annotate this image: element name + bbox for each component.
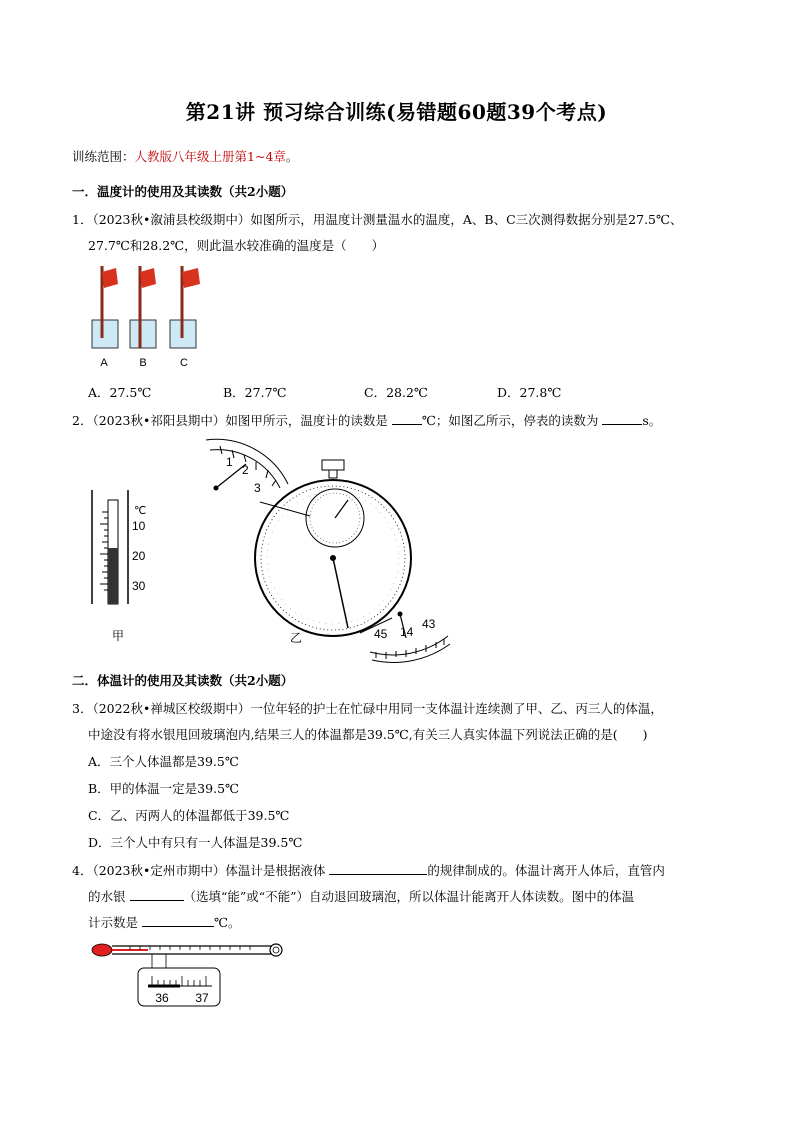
q4-blank-reading[interactable]: [142, 914, 214, 927]
q4-line3-post: ℃。: [214, 915, 241, 930]
q2-thermometer-figure: [88, 490, 168, 650]
q3-option-b[interactable]: B．甲的体温一定是39.5℃: [88, 781, 240, 796]
section-heading-2: 二．体温计的使用及其读数（共2小题）: [72, 673, 294, 688]
zoom-top-tick-1: 1: [226, 455, 233, 469]
q4-clinical-thermometer-figure: [90, 938, 290, 1013]
thermo-tick-30: 30: [132, 579, 146, 593]
section-heading-1: 一．温度计的使用及其读数（共2小题）: [72, 184, 294, 199]
q1-text-line1: 1．（2023秋•溆浦县校级期中）如图所示，用温度计测量温水的温度，A、B、C三次测得数据分别是27.5℃、: [72, 212, 683, 227]
q3-option-d[interactable]: D．三个人中有只有一人体温是39.5℃: [88, 835, 303, 850]
zoom-top-tick-3: 3: [254, 481, 261, 495]
q2-text-post: s。: [642, 413, 662, 428]
q4-line1-pre: 4．（2023秋•定州市期中）体温计是根据液体: [72, 863, 326, 878]
thermo-unit: ℃: [134, 505, 147, 517]
zoom-bottom-tick-14: 14: [400, 625, 414, 639]
fig-tick-36: 36: [155, 991, 169, 1005]
q1-option-b[interactable]: B．27.7℃: [223, 385, 287, 400]
q1-option-c[interactable]: C．28.2℃: [364, 385, 428, 400]
q4-line2-post: （选填“能”或“不能”）自动退回玻璃泡，所以体温计能离开人体读数。图中的体温: [183, 889, 635, 904]
q3-option-c[interactable]: C．乙、丙两人的体温都低于39.5℃: [88, 808, 290, 823]
q4-text-line3: [88, 913, 240, 931]
q4-blank-principle[interactable]: [329, 862, 427, 875]
fig-label-a: A: [100, 357, 108, 369]
zoom-top-tick-2: 2: [242, 463, 249, 477]
fig-label-c: C: [180, 357, 188, 369]
label-yi: 乙: [290, 631, 303, 645]
q4-line1-post: 的规律制成的。体温计离开人体后，直管内: [427, 863, 665, 878]
page-title: 第21讲 预习综合训练(易错题60题39个考点): [185, 100, 608, 124]
q1-option-a[interactable]: A．27.5℃: [88, 385, 152, 400]
fig-label-b: B: [139, 357, 147, 369]
label-jia: 甲: [112, 629, 125, 643]
thermo-tick-20: 20: [132, 549, 146, 563]
q3-option-a[interactable]: A．三个人体温都是39.5℃: [88, 754, 239, 769]
q3-text-line1: 3．（2022秋•禅城区校级期中）一位年轻的护士在忙碌中用同一支体温计连续测了甲、乙、丙三人的体温，: [72, 701, 663, 716]
q2-text-pre: 2．（2023秋•祁阳县期中）如图甲所示，温度计的读数是: [72, 413, 388, 428]
q4-text-line2: [88, 887, 634, 905]
q1-beaker-figure: [88, 262, 208, 372]
scope-label: 训练范围：: [72, 149, 135, 164]
q2-blank-temperature[interactable]: [392, 412, 422, 425]
beaker-a: [92, 266, 118, 348]
q2-text-mid: ℃；如图乙所示，停表的读数为: [421, 413, 599, 428]
q2-blank-seconds[interactable]: [602, 412, 642, 425]
scope-end: 。: [285, 149, 299, 164]
q2-text: [72, 411, 661, 429]
q4-blank-can[interactable]: [130, 888, 184, 901]
q4-line3-pre: 计示数是: [88, 915, 139, 930]
q4-line2-pre: 的水银: [88, 889, 126, 904]
fig-tick-37: 37: [195, 991, 209, 1005]
zoom-bottom-tick-43: 43: [422, 617, 436, 631]
scope-value: 人教版八年级上册第1~4章: [134, 149, 286, 164]
q1-text-line2: 27.7℃和28.2℃，则此温水较准确的温度是（ ）: [88, 238, 385, 253]
beaker-b: [130, 266, 156, 348]
thermo-tick-10: 10: [132, 519, 146, 533]
beaker-c: [170, 266, 200, 348]
training-scope: [72, 147, 298, 165]
q2-stopwatch-figure: [210, 438, 460, 663]
q4-text-line1: [72, 861, 665, 879]
q3-text-line2: 中途没有将水银甩回玻璃泡内,结果三人的体温都是39.5℃,有关三人真实体温下列说法正确的是( ): [88, 727, 648, 742]
zoom-bottom-tick-45: 45: [374, 627, 388, 641]
q1-option-d[interactable]: D．27.8℃: [497, 385, 562, 400]
